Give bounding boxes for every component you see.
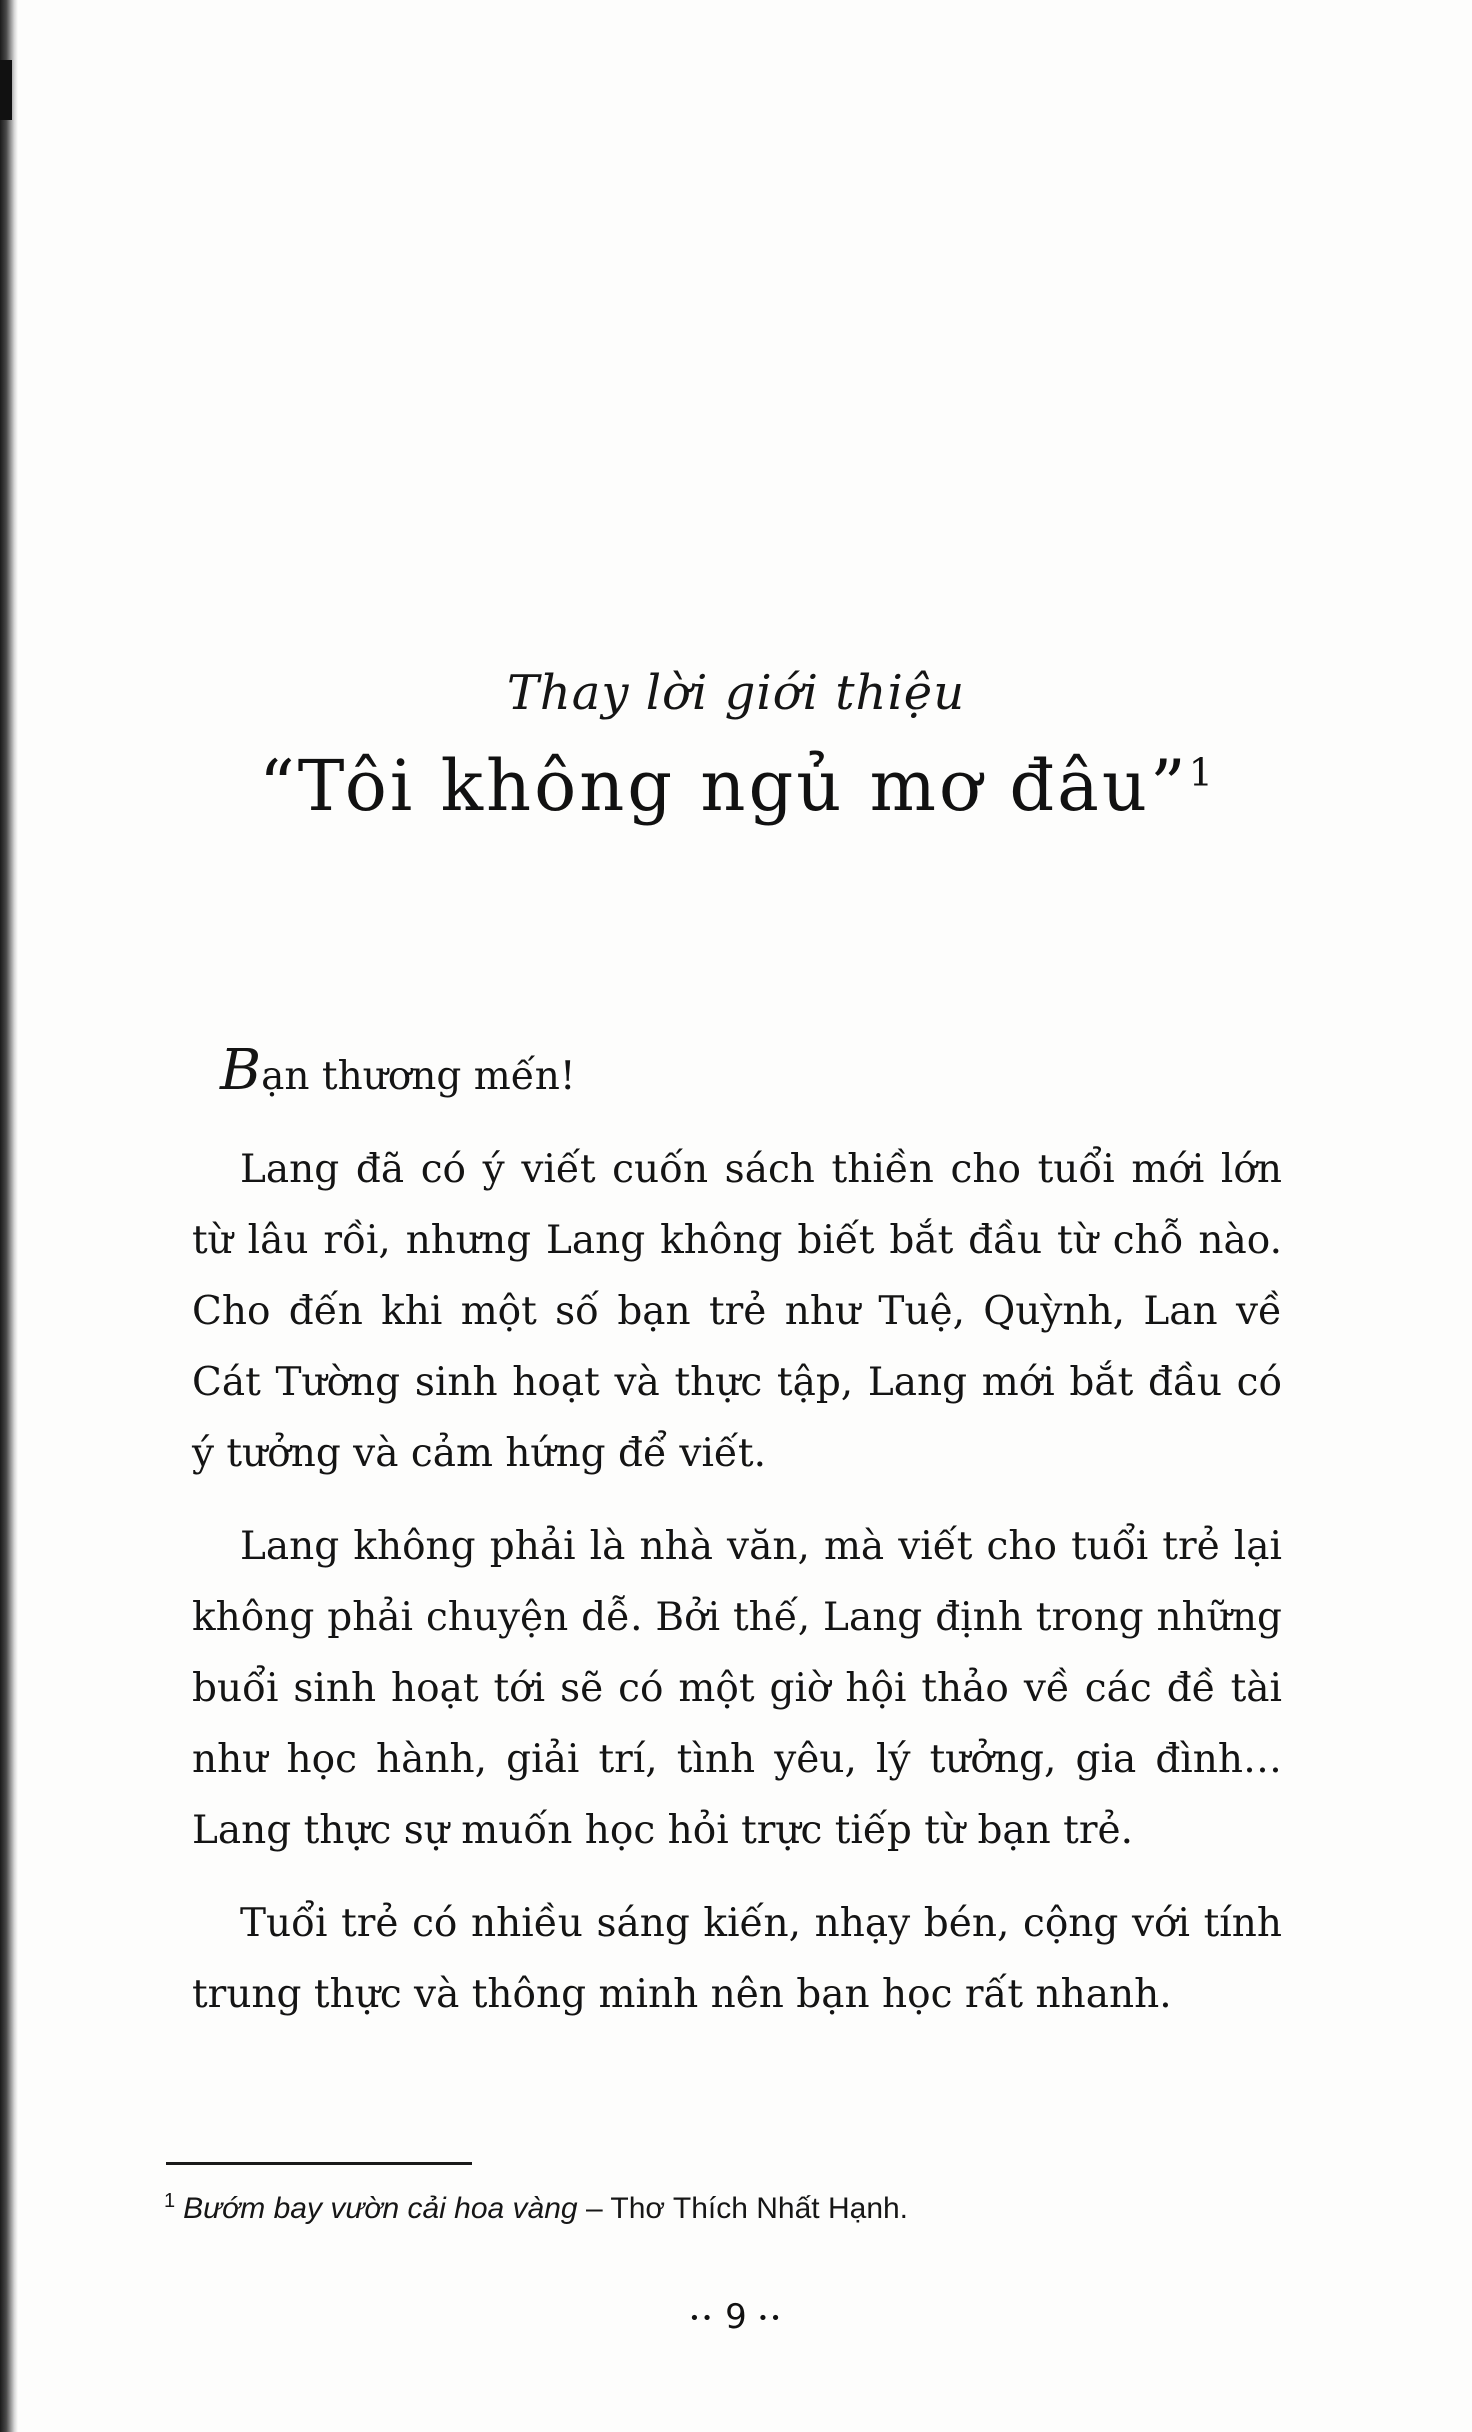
page-number — [0, 2297, 1472, 2337]
chapter-title-text: “Tôi không ngủ mơ đâu” — [259, 745, 1189, 827]
page-number-value: 9 — [725, 2297, 747, 2337]
page-edge-mark — [0, 60, 12, 120]
footnote-divider — [166, 2162, 472, 2165]
title-footnote-marker: 1 — [1188, 750, 1213, 795]
paragraph-1: Lang đã có ý viết cuốn sách thiền cho tuổi mới lớn từ lâu rồi, nhưng Lang không biết bắt đầu từ chỗ nào. Cho đến khi một số bạn trẻ như Tuệ, Quỳnh, Lan về Cát Tường sinh hoạt và thực tập, Lang mới bắt đầu có ý tưởng và cảm hứng để viết. — [192, 1147, 1282, 1476]
footnote-marker: 1 — [164, 2190, 176, 2212]
chapter-subtitle: Thay lời giới thiệu — [506, 665, 966, 721]
page-spine-shadow — [0, 0, 18, 2432]
salutation-text: ạn thương mến! — [261, 1054, 576, 1099]
paragraph-2: Lang không phải là nhà văn, mà viết cho tuổi trẻ lại không phải chuyện dễ. Bởi thế, Lang định trong những buổi sinh hoạt tới sẽ có một giờ hội thảo về các đề tài như học hành, giải trí, tình yêu, lý tưởng, gia đình… Lang thực sự muốn học hỏi trực tiếp từ bạn trẻ. — [192, 1524, 1282, 1853]
footnote-title: Bướm bay vườn cải hoa vàng — [183, 2192, 578, 2225]
body-text — [192, 1035, 1282, 2052]
paragraph-3: Tuổi trẻ có nhiều sáng kiến, nhạy bén, cộng với tính trung thực và thông minh nên bạn học rất nhanh. — [192, 1901, 1282, 2017]
page-number-right-ornament: •• — [757, 2308, 783, 2329]
footnote-separator: – — [577, 2192, 611, 2225]
salutation — [220, 1035, 1282, 1112]
chapter-title — [0, 745, 1472, 827]
page-number-left-ornament: •• — [689, 2308, 715, 2329]
footnote-source: Thơ Thích Nhất Hạnh. — [610, 2192, 909, 2225]
footnote — [164, 2190, 1264, 2226]
salutation-initial: B — [220, 1038, 262, 1103]
